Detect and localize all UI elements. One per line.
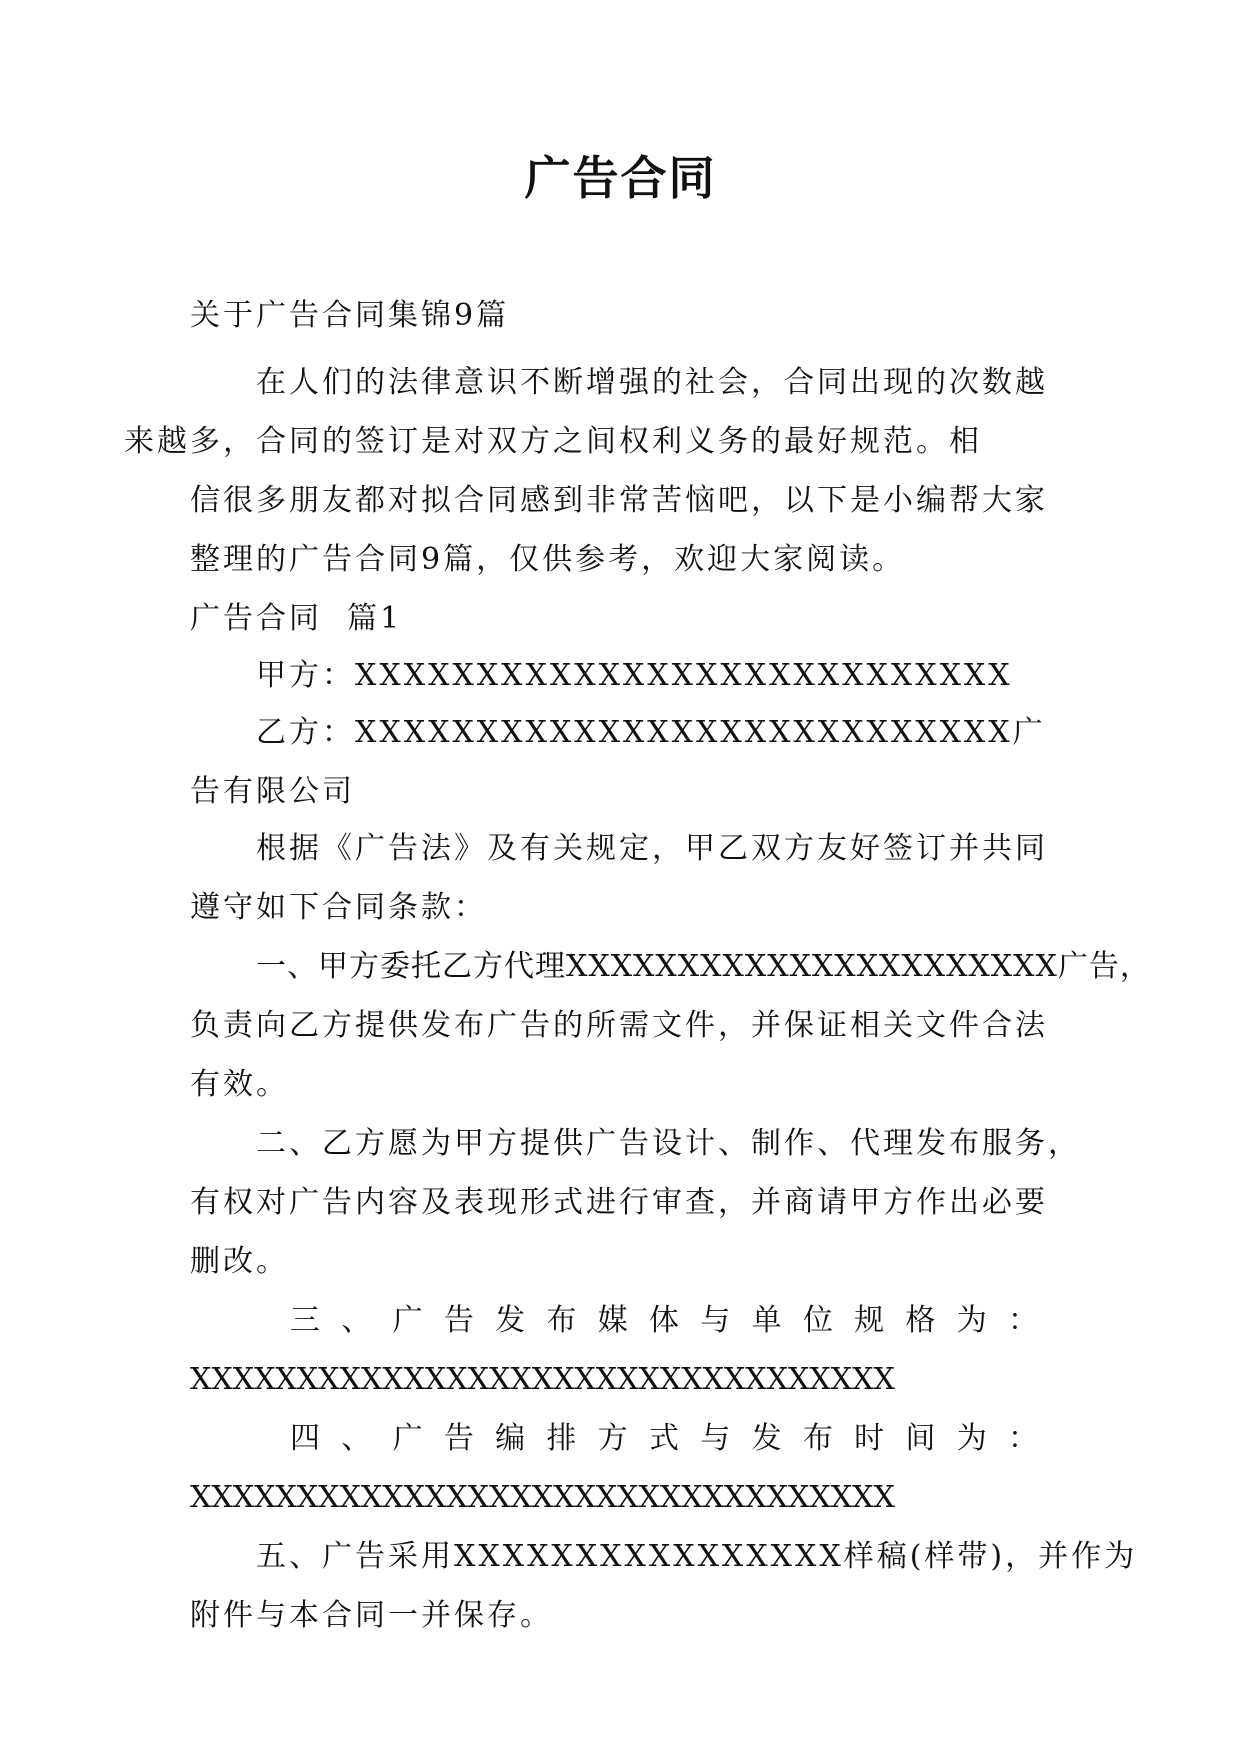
party-a: 甲方：XXXXXXXXXXXXXXXXXXXXXXXXXXX <box>256 658 1013 693</box>
clause-4 <box>190 1409 1050 1527</box>
clause-1-line: 有效。 <box>190 1067 289 1102</box>
document-body <box>124 286 1151 1645</box>
clause-1 <box>190 937 1151 1114</box>
clause-2-line: 二、乙方愿为甲方提供广告设计、制作、代理发布服务， <box>256 1126 1081 1161</box>
document-title: 广告合同 <box>524 151 717 205</box>
clause-3-line: XXXXXXXXXXXXXXXXXXXXXXXXXXXXXXXXX <box>190 1362 895 1397</box>
clause-5-line: 五、广告采用XXXXXXXXXXXXXXXX样稿(样带)，并作为 <box>256 1539 1138 1574</box>
clause-3-line: 三、广告发布媒体与单位规格为： <box>290 1303 1050 1338</box>
intro-line: 信很多朋友都对拟合同感到非常苦恼吧，以下是小编帮大家 <box>190 483 1048 518</box>
intro-paragraph <box>124 353 1050 589</box>
clause-1-line: 负责向乙方提供发布广告的所需文件，并保证相关文件合法 <box>190 1008 1048 1043</box>
clause-1-line: 一、甲方委托乙方代理XXXXXXXXXXXXXXXXXXXXXX广告， <box>256 949 1151 984</box>
basis-line: 遵守如下合同条款： <box>190 890 487 925</box>
basis-line: 根据《广告法》及有关规定，甲乙双方友好签订并共同 <box>256 831 1048 866</box>
clause-5 <box>190 1527 1138 1645</box>
clause-2-line: 删改。 <box>190 1244 289 1279</box>
clause-2-line: 有权对广告内容及表现形式进行审查，并商请甲方作出必要 <box>190 1185 1048 1220</box>
clause-2 <box>190 1114 1081 1291</box>
section-heading: 广告合同 篇1 <box>190 601 403 636</box>
clause-3 <box>190 1291 1050 1409</box>
intro-line: 整理的广告合同9篇，仅供参考，欢迎大家阅读。 <box>190 542 906 577</box>
intro-line: 在人们的法律意识不断增强的社会，合同出现的次数越 <box>256 365 1048 400</box>
document-subtitle: 关于广告合同集锦9篇 <box>190 298 510 333</box>
clause-5-line: 附件与本合同一并保存。 <box>190 1598 553 1633</box>
intro-line: 来越多，合同的签订是对双方之间权利义务的最好规范。相 <box>124 424 982 459</box>
clause-4-line: XXXXXXXXXXXXXXXXXXXXXXXXXXXXXXXXX <box>190 1480 895 1515</box>
clause-4-line: 四、广告编排方式与发布时间为： <box>290 1421 1050 1456</box>
basis-paragraph <box>190 819 1050 937</box>
party-b: 乙方：XXXXXXXXXXXXXXXXXXXXXXXXXXX广告有限公司 <box>190 715 1046 809</box>
